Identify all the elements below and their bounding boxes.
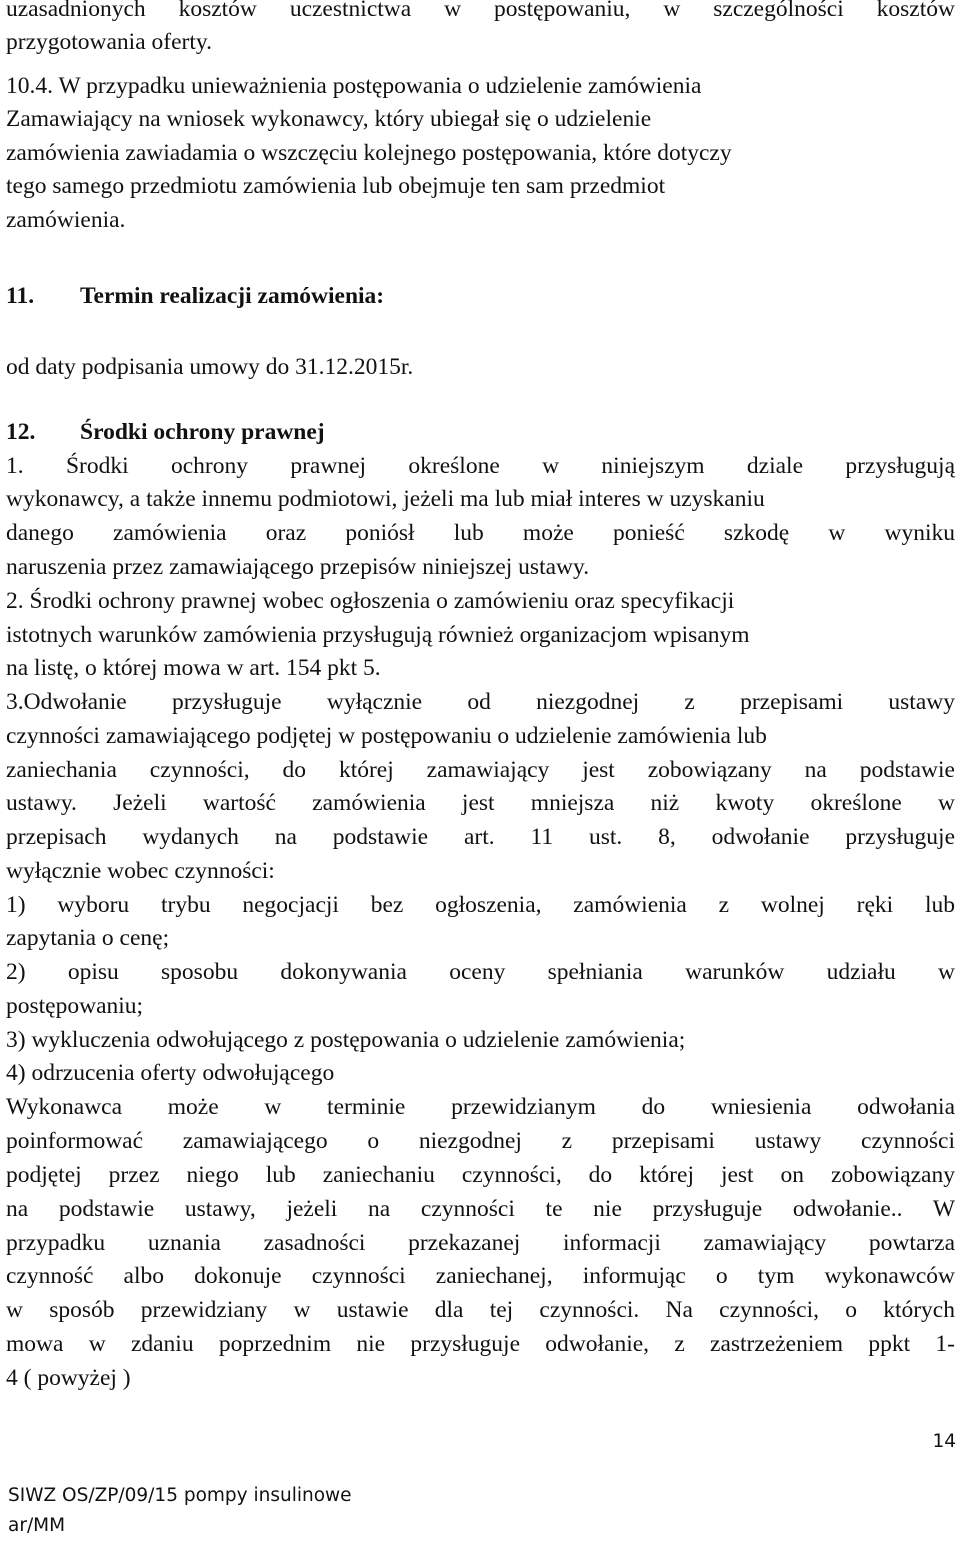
- body-line: Wykonawca może w terminie przewidzianym do wniesienia odwołania: [6, 1094, 955, 1120]
- body-line: czynność albo dokonuje czynności zaniechanej, informując o tym wykonawców: [6, 1263, 955, 1289]
- body-line: w sposób przewidziany w ustawie dla tej czynności. Na czynności, o których: [6, 1297, 955, 1323]
- section-11-heading: [6, 281, 384, 311]
- section-12-heading: [6, 417, 325, 447]
- body-line: zapytania o cenę;: [6, 925, 170, 951]
- body-line: podjętej przez niego lub zaniechaniu czynności, do której jest on zobowiązany: [6, 1162, 955, 1188]
- body-line: uzasadnionych kosztów uczestnictwa w postępowaniu, w szczególności kosztów: [6, 0, 955, 22]
- list-item: 1) wyboru trybu negocjacji bez ogłoszenia, zamówienia z wolnej ręki lub: [6, 892, 955, 918]
- list-item: 2) opisu sposobu dokonywania oceny spełniania warunków udziału w: [6, 959, 955, 985]
- body-line: mowa w zdaniu poprzednim nie przysługuje odwołanie, z zastrzeżeniem ppkt 1-: [6, 1331, 955, 1357]
- body-line: zamówienia.: [6, 207, 126, 233]
- body-line: naruszenia przez zamawiającego przepisów niniejszej ustawy.: [6, 554, 590, 580]
- section-number: 11.: [6, 283, 35, 309]
- body-line: tego samego przedmiotu zamówienia lub obejmuje ten sam przedmiot: [6, 173, 666, 199]
- body-line: na podstawie ustawy, jeżeli na czynności te nie przysługuje odwołanie.. W: [6, 1196, 955, 1222]
- list-item: 3) wykluczenia odwołującego z postępowania o udzielenie zamówienia;: [6, 1027, 686, 1053]
- body-line: postępowaniu;: [6, 993, 144, 1019]
- body-line: 4 ( powyżej ): [6, 1365, 131, 1391]
- body-line: 1. Środki ochrony prawnej określone w niniejszym dziale przysługują: [6, 453, 955, 479]
- body-line: ustawy. Jeżeli wartość zamówienia jest mniejsza niż kwoty określone w: [6, 790, 955, 816]
- list-item: 4) odrzucenia oferty odwołującego: [6, 1060, 335, 1086]
- body-line: Zamawiający na wniosek wykonawcy, który ubiegał się o udzielenie: [6, 106, 652, 132]
- body-line: istotnych warunków zamówienia przysługują również organizacjom wpisanym: [6, 622, 750, 648]
- page-number: 14: [932, 1431, 956, 1452]
- body-line: zaniechania czynności, do której zamawiający jest zobowiązany na podstawie: [6, 757, 955, 783]
- section-title: Środki ochrony prawnej: [80, 419, 325, 445]
- body-line: przepisach wydanych na podstawie art. 11 ust. 8, odwołanie przysługuje: [6, 824, 955, 850]
- body-line: 3.Odwołanie przysługuje wyłącznie od niezgodnej z przepisami ustawy: [6, 689, 955, 715]
- section-title: Termin realizacji zamówienia:: [80, 283, 385, 309]
- section-11-text: od daty podpisania umowy do 31.12.2015r.: [6, 354, 414, 380]
- body-line: przypadku uznania zasadności przekazanej informacji zamawiający powtarza: [6, 1230, 955, 1256]
- footer-initials: ar/MM: [8, 1515, 66, 1536]
- body-line: poinformować zamawiającego o niezgodnej z przepisami ustawy czynności: [6, 1128, 955, 1154]
- body-line: zamówienia zawiadamia o wszczęciu kolejnego postępowania, które dotyczy: [6, 140, 732, 166]
- body-line: na listę, o której mowa w art. 154 pkt 5.: [6, 655, 381, 681]
- body-line: wyłącznie wobec czynności:: [6, 858, 275, 884]
- section-number: 12.: [6, 419, 36, 445]
- body-line: 2. Środki ochrony prawnej wobec ogłoszenia o zamówieniu oraz specyfikacji: [6, 588, 735, 614]
- footer-document-id: SIWZ OS/ZP/09/15 pompy insulinowe: [8, 1485, 352, 1506]
- body-line: przygotowania oferty.: [6, 29, 212, 55]
- body-line: czynności zamawiającego podjętej w postępowaniu o udzielenie zamówienia lub: [6, 723, 767, 749]
- body-line: danego zamówienia oraz poniósł lub może ponieść szkodę w wyniku: [6, 520, 955, 546]
- body-line: wykonawcy, a także innemu podmiotowi, jeżeli ma lub miał interes w uzyskaniu: [6, 486, 765, 512]
- body-line: 10.4. W przypadku unieważnienia postępowania o udzielenie zamówienia: [6, 73, 702, 99]
